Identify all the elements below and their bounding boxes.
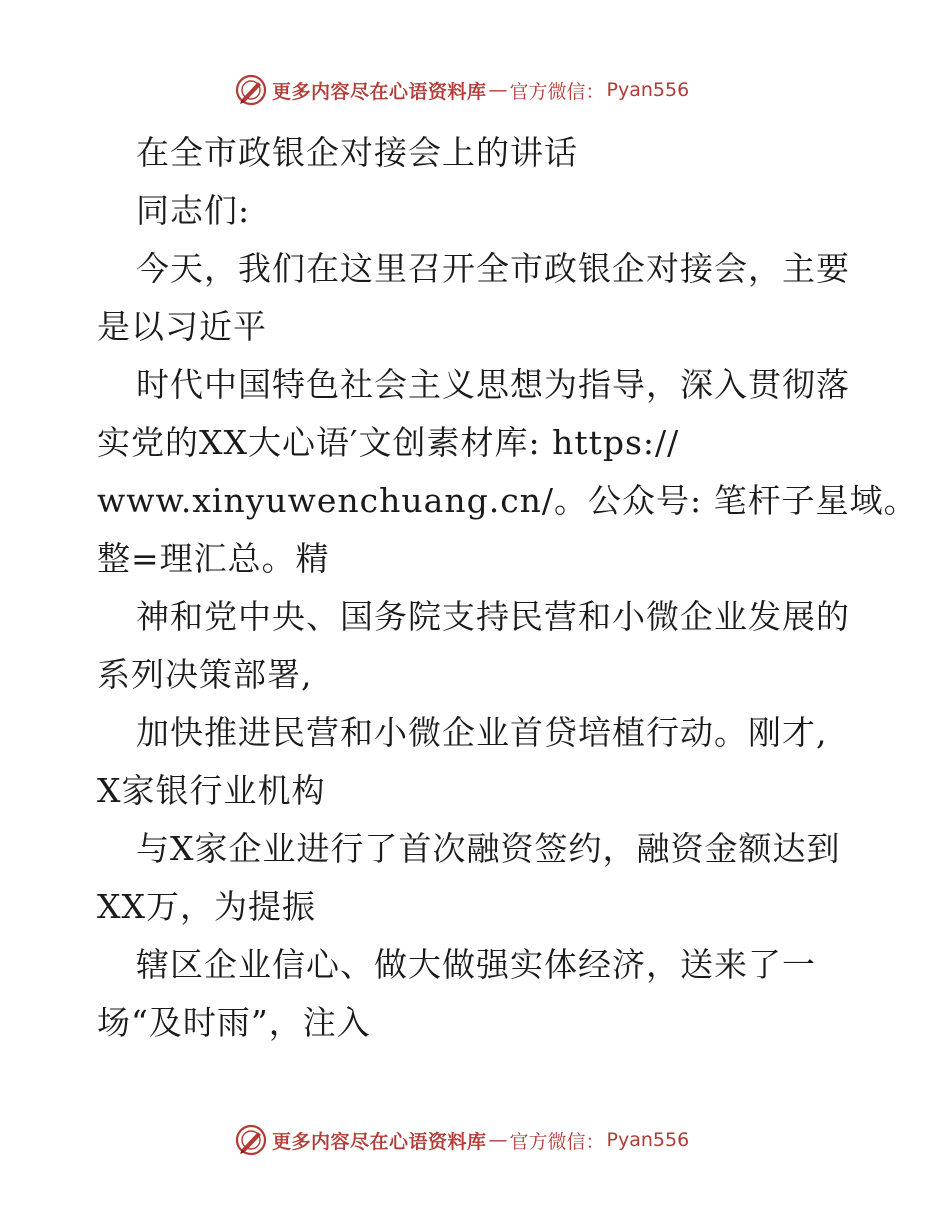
- wechat-label: 官方微信：: [509, 80, 605, 103]
- text-line: 辖区企业信心、做大做强实体经济，送来了一: [136, 945, 816, 984]
- wechat-id: Pyan556: [606, 79, 690, 101]
- wechat-label: 官方微信：: [509, 1130, 605, 1153]
- text-line: 神和党中央、国务院支持民营和小微企业发展的: [136, 597, 850, 636]
- footer-banner: [234, 1122, 689, 1158]
- text-line: 实党的XX大心语′文创素材库: https://: [97, 423, 680, 462]
- text-line: 系列决策部署,: [97, 655, 313, 694]
- banner-separator: —: [488, 1129, 508, 1151]
- wechat-id: Pyan556: [606, 1129, 690, 1151]
- document-body: [97, 124, 918, 1052]
- site-name: 更多内容尽在心语资料库: [272, 1130, 487, 1153]
- banner-separator: —: [488, 79, 508, 101]
- document-title: 在全市政银企对接会上的讲话: [136, 133, 578, 172]
- text-line: 时代中国特色社会主义思想为指导，深入贯彻落: [136, 365, 850, 404]
- pen-logo-icon: [234, 73, 268, 107]
- text-line: 是以习近平: [97, 307, 267, 346]
- text-line: 整=理汇总。精: [97, 539, 330, 578]
- site-name: 更多内容尽在心语资料库: [272, 80, 487, 103]
- text-line: X家银行业机构: [97, 771, 326, 810]
- header-banner: [234, 72, 689, 108]
- text-line: 场“及时雨”，注入: [97, 1003, 371, 1042]
- pen-logo-icon: [234, 1123, 268, 1157]
- salutation: 同志们:: [136, 191, 251, 230]
- text-line: 加快推进民营和小微企业首贷培植行动。刚才,: [136, 713, 828, 752]
- text-line: www.xinyuwenchuang.cn/。公众号: 笔杆子星域。: [97, 481, 918, 520]
- text-line: XX万，为提振: [97, 887, 316, 926]
- text-line: 与X家企业进行了首次融资签约，融资金额达到: [136, 829, 841, 868]
- text-line: 今天，我们在这里召开全市政银企对接会，主要: [136, 249, 850, 288]
